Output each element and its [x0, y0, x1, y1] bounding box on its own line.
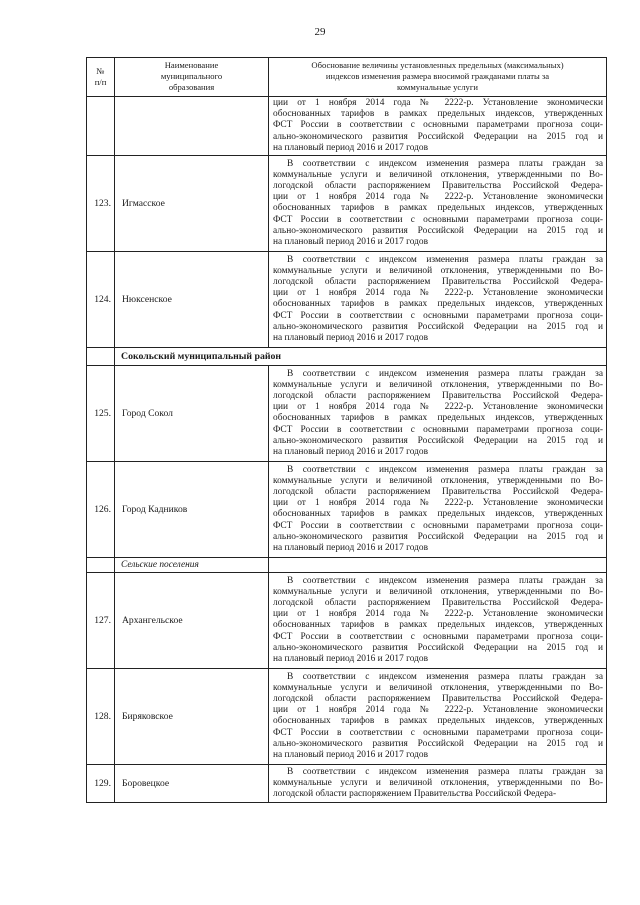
- justification-text: [269, 669, 607, 765]
- text-line: ально-экономического развития Российской Федерации на 2015 год и: [273, 531, 603, 542]
- text-line: ции от 1 ноября 2014 года № 2222-р. Установление экономически: [273, 498, 603, 509]
- text-line: на плановый период 2016 и 2017 годов: [273, 446, 429, 457]
- table-row: [87, 669, 607, 765]
- text-line: обоснованных тарифов в рамках предельных индексов, утвержденных: [273, 299, 603, 310]
- justification-text: [269, 573, 607, 669]
- section-title-row: [87, 348, 607, 366]
- justification-cell: [269, 97, 607, 156]
- subsection-title: Сельские поселения: [115, 558, 269, 573]
- text-line: коммунальные услуги и величиной отклонения, утвержденными по Во-: [273, 380, 603, 391]
- municipality-cell: [115, 97, 269, 156]
- text-line: коммунальные услуги и величиной отклонения, утвержденными по Во-: [273, 170, 603, 181]
- text-line: ции от 1 ноября 2014 года № 2222-р. Установление экономически: [273, 609, 603, 620]
- table-header-row: [87, 58, 607, 97]
- text-line: ции от 1 ноября 2014 года № 2222-р. Установление экономически: [273, 288, 603, 299]
- text-line: ально-экономического развития Российской Федерации на 2015 год и: [273, 435, 603, 446]
- text-line: В соответствии с индексом изменения размера платы граждан за: [287, 464, 603, 475]
- text-line: на плановый период 2016 и 2017 годов: [273, 142, 429, 153]
- tariff-index-table: [86, 57, 607, 803]
- empty-cell: [87, 348, 115, 366]
- text-line: ФСТ России в соответствии с основными параметрами прогноза соци-: [273, 310, 603, 321]
- text-line: ально-экономического развития Российской Федерации на 2015 год и: [273, 642, 603, 653]
- row-number: 126.: [87, 462, 115, 558]
- text-line: В соответствии с индексом изменения размера платы граждан за: [287, 575, 603, 586]
- justification-text: [269, 462, 607, 558]
- text-line: обоснованных тарифов в рамках предельных индексов, утвержденных: [273, 413, 603, 424]
- text-line: коммунальные услуги и величиной отклонения, утвержденными по Во-: [273, 777, 603, 788]
- justification-text: [269, 366, 607, 462]
- municipality-name: Нюксенское: [115, 252, 269, 348]
- text-line: В соответствии с индексом изменения размера платы граждан за: [287, 766, 603, 777]
- text-line: ции от 1 ноября 2014 года № 2222-р. Установление экономически: [273, 402, 603, 413]
- text-line: на плановый период 2016 и 2017 годов: [273, 332, 429, 343]
- table-row: [87, 366, 607, 462]
- text-line: логодской области распоряжением Правительства Российской Федера-: [273, 181, 603, 192]
- row-number: 128.: [87, 669, 115, 765]
- municipality-name: Боровецкое: [115, 765, 269, 803]
- header-number: № п/п: [87, 58, 115, 97]
- text-line: обоснованных тарифов в рамках предельных индексов, утвержденных: [273, 620, 603, 631]
- text-line: на плановый период 2016 и 2017 годов: [273, 653, 429, 664]
- row-number: 124.: [87, 252, 115, 348]
- text-line: логодской области распоряжением Правительства Российской Федера-: [273, 487, 603, 498]
- table-row: [87, 462, 607, 558]
- row-number: 123.: [87, 156, 115, 252]
- subsection-title-row: [87, 558, 607, 573]
- text-line: на плановый период 2016 и 2017 годов: [273, 542, 429, 553]
- text-line: ФСТ России в соответствии с основными параметрами прогноза соци-: [273, 214, 603, 225]
- text-line: ФСТ России в соответствии с основными параметрами прогноза соци-: [273, 120, 603, 131]
- text-line: ально-экономического развития Российской Федерации на 2015 год и: [273, 738, 603, 749]
- text-line: ции от 1 ноября 2014 года № 2222-р. Установление экономически: [273, 98, 603, 109]
- table-row: [87, 765, 607, 803]
- municipality-name: Игмасское: [115, 156, 269, 252]
- table-row: [87, 156, 607, 252]
- text-line: ФСТ России в соответствии с основными параметрами прогноза соци-: [273, 520, 603, 531]
- text-line: коммунальные услуги и величиной отклонения, утвержденными по Во-: [273, 266, 603, 277]
- text-line: логодской области распоряжением Правительства Российской Федера-: [273, 789, 557, 800]
- continuation-row: [87, 97, 607, 156]
- text-line: коммунальные услуги и величиной отклонения, утвержденными по Во-: [273, 476, 603, 487]
- text-line: на плановый период 2016 и 2017 годов: [273, 749, 429, 760]
- row-number: 129.: [87, 765, 115, 803]
- row-number: 125.: [87, 366, 115, 462]
- text-line: В соответствии с индексом изменения размера платы граждан за: [287, 254, 603, 265]
- justification-text: [269, 765, 607, 803]
- text-line: логодской области распоряжением Правительства Российской Федера-: [273, 694, 603, 705]
- table-row: [87, 573, 607, 669]
- text-line: В соответствии с индексом изменения размера платы граждан за: [287, 671, 603, 682]
- empty-cell: [269, 558, 607, 573]
- text-line: В соответствии с индексом изменения размера платы граждан за: [287, 368, 603, 379]
- text-line: логодской области распоряжением Правительства Российской Федера-: [273, 277, 603, 288]
- text-line: на плановый период 2016 и 2017 годов: [273, 236, 429, 247]
- text-line: коммунальные услуги и величиной отклонения, утвержденными по Во-: [273, 683, 603, 694]
- text-line: ции от 1 ноября 2014 года № 2222-р. Установление экономически: [273, 705, 603, 716]
- header-justification: Обоснование величины установленных предельных (максимальных) индексов изменения размера вносимой гражданами платы за коммунальные услуги: [269, 58, 607, 97]
- text-line: ФСТ России в соответствии с основными параметрами прогноза соци-: [273, 727, 603, 738]
- municipality-name: Биряковское: [115, 669, 269, 765]
- justification-text: [269, 156, 607, 252]
- row-number: 127.: [87, 573, 115, 669]
- text-line: обоснованных тарифов в рамках предельных индексов, утвержденных: [273, 716, 603, 727]
- justification-text: [269, 252, 607, 348]
- text-line: ально-экономического развития Российской Федерации на 2015 год и: [273, 321, 603, 332]
- text-line: обоснованных тарифов в рамках предельных индексов, утвержденных: [273, 203, 603, 214]
- text-line: коммунальные услуги и величиной отклонения, утвержденными по Во-: [273, 587, 603, 598]
- page-number: 29: [314, 26, 326, 38]
- text-line: ФСТ России в соответствии с основными параметрами прогноза соци-: [273, 424, 603, 435]
- text-line: обоснованных тарифов в рамках предельных индексов, утвержденных: [273, 509, 603, 520]
- text-line: ФСТ России в соответствии с основными параметрами прогноза соци-: [273, 631, 603, 642]
- text-line: логодской области распоряжением Правительства Российской Федера-: [273, 391, 603, 402]
- municipality-name: Город Кадников: [115, 462, 269, 558]
- header-municipality: Наименование муниципального образования: [115, 58, 269, 97]
- text-line: В соответствии с индексом изменения размера платы граждан за: [287, 158, 603, 169]
- text-line: ально-экономического развития Российской Федерации на 2015 год и: [273, 131, 603, 142]
- table-row: [87, 252, 607, 348]
- text-line: логодской области распоряжением Правительства Российской Федера-: [273, 598, 603, 609]
- section-title: Сокольский муниципальный район: [115, 348, 607, 366]
- municipality-name: Город Сокол: [115, 366, 269, 462]
- municipality-name: Архангельское: [115, 573, 269, 669]
- row-number-cell: [87, 97, 115, 156]
- text-line: ально-экономического развития Российской Федерации на 2015 год и: [273, 225, 603, 236]
- text-line: обоснованных тарифов в рамках предельных индексов, утвержденных: [273, 109, 603, 120]
- text-line: ции от 1 ноября 2014 года № 2222-р. Установление экономически: [273, 192, 603, 203]
- empty-cell: [87, 558, 115, 573]
